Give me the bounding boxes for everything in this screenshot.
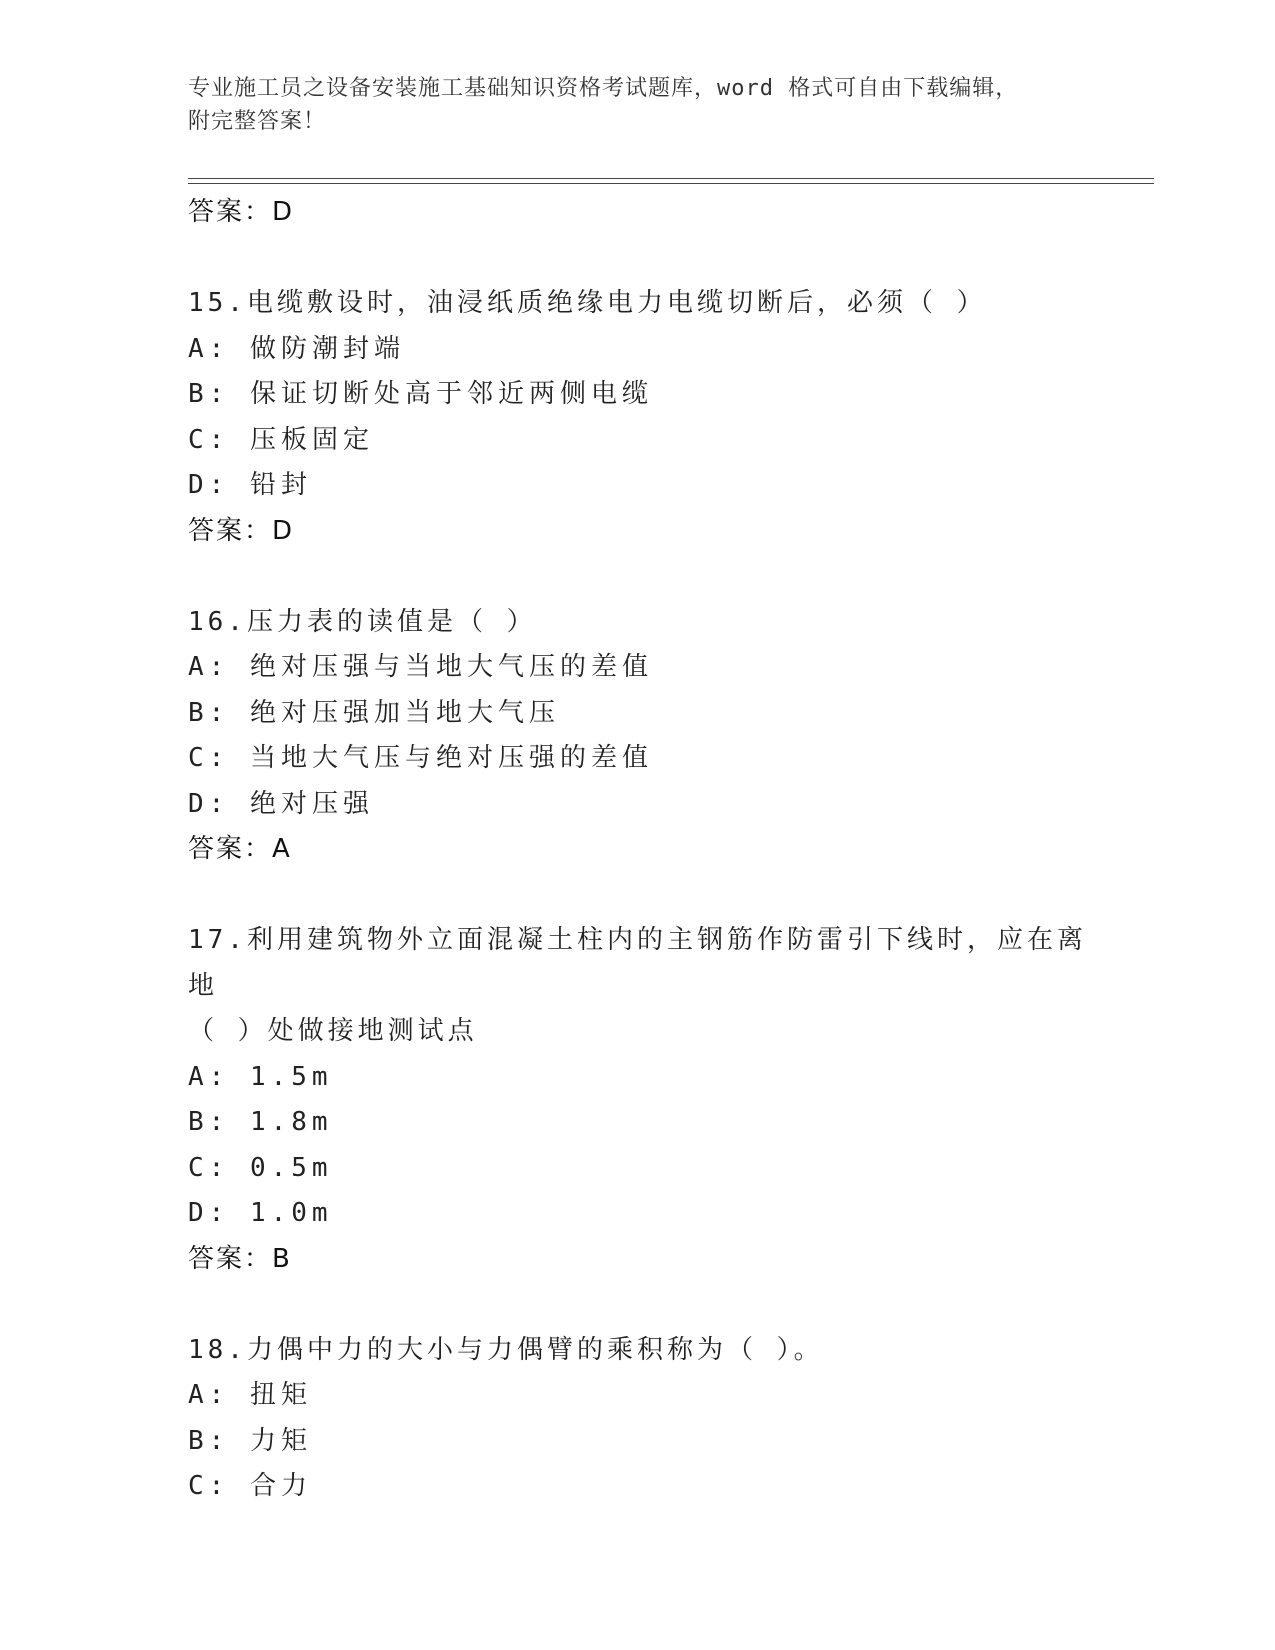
header-line-2: 附完整答案！ xyxy=(188,109,327,134)
question-stem: 17.利用建筑物外立面混凝土柱内的主钢筋作防雷引下线时，应在离地 xyxy=(188,925,1087,1001)
question-stem: 15.电缆敷设时，油浸纸质绝缘电力电缆切断后，必须（ ） xyxy=(188,288,987,318)
header-line-1: 专业施工员之设备安装施工基础知识资格考试题库，word 格式可自由下载编辑， xyxy=(188,76,1019,101)
answer-line: 答案：D xyxy=(188,515,295,546)
option-b: B: 保证切断处高于邻近两侧电缆 xyxy=(188,379,653,409)
document-header xyxy=(188,72,1068,138)
question-stem-continued: （ ）处做接地测试点 xyxy=(188,1016,478,1046)
header-divider-bottom xyxy=(188,183,1154,184)
question-17 xyxy=(188,918,1088,1282)
answer-line: 答案：D xyxy=(188,197,295,227)
answer-line: 答案：A xyxy=(188,834,292,864)
option-c: C: 0.5m xyxy=(188,1152,333,1183)
document-body xyxy=(188,190,1088,1510)
option-d: D: 铅封 xyxy=(188,470,312,500)
question-stem: 18.力偶中力的大小与力偶臂的乘积称为（ ）。 xyxy=(188,1334,824,1365)
option-a: A: 扭矩 xyxy=(188,1380,312,1410)
answer-line: 答案：B xyxy=(188,1243,292,1274)
option-a: A: 绝对压强与当地大气压的差值 xyxy=(188,652,653,682)
option-d: D: 绝对压强 xyxy=(188,788,374,819)
question-18 xyxy=(188,1328,1088,1510)
option-c: C: 压板固定 xyxy=(188,424,374,455)
spacer xyxy=(188,1282,1088,1328)
question-stem: 16.压力表的读值是（ ） xyxy=(188,606,537,637)
option-a: A: 做防潮封端 xyxy=(188,333,405,364)
question-15 xyxy=(188,281,1088,554)
option-b: B: 绝对压强加当地大气压 xyxy=(188,697,560,728)
spacer xyxy=(188,873,1088,919)
option-b: B: 1.8m xyxy=(188,1107,333,1137)
option-b: B: 力矩 xyxy=(188,1425,312,1456)
spacer xyxy=(188,554,1088,600)
header-divider-top xyxy=(188,178,1154,179)
question-16 xyxy=(188,600,1088,873)
option-c: C: 当地大气压与绝对压强的差值 xyxy=(188,743,653,773)
spacer xyxy=(188,236,1088,282)
option-c: C: 合力 xyxy=(188,1471,312,1501)
option-d: D: 1.0m xyxy=(188,1198,333,1228)
option-a: A: 1.5m xyxy=(188,1061,333,1092)
